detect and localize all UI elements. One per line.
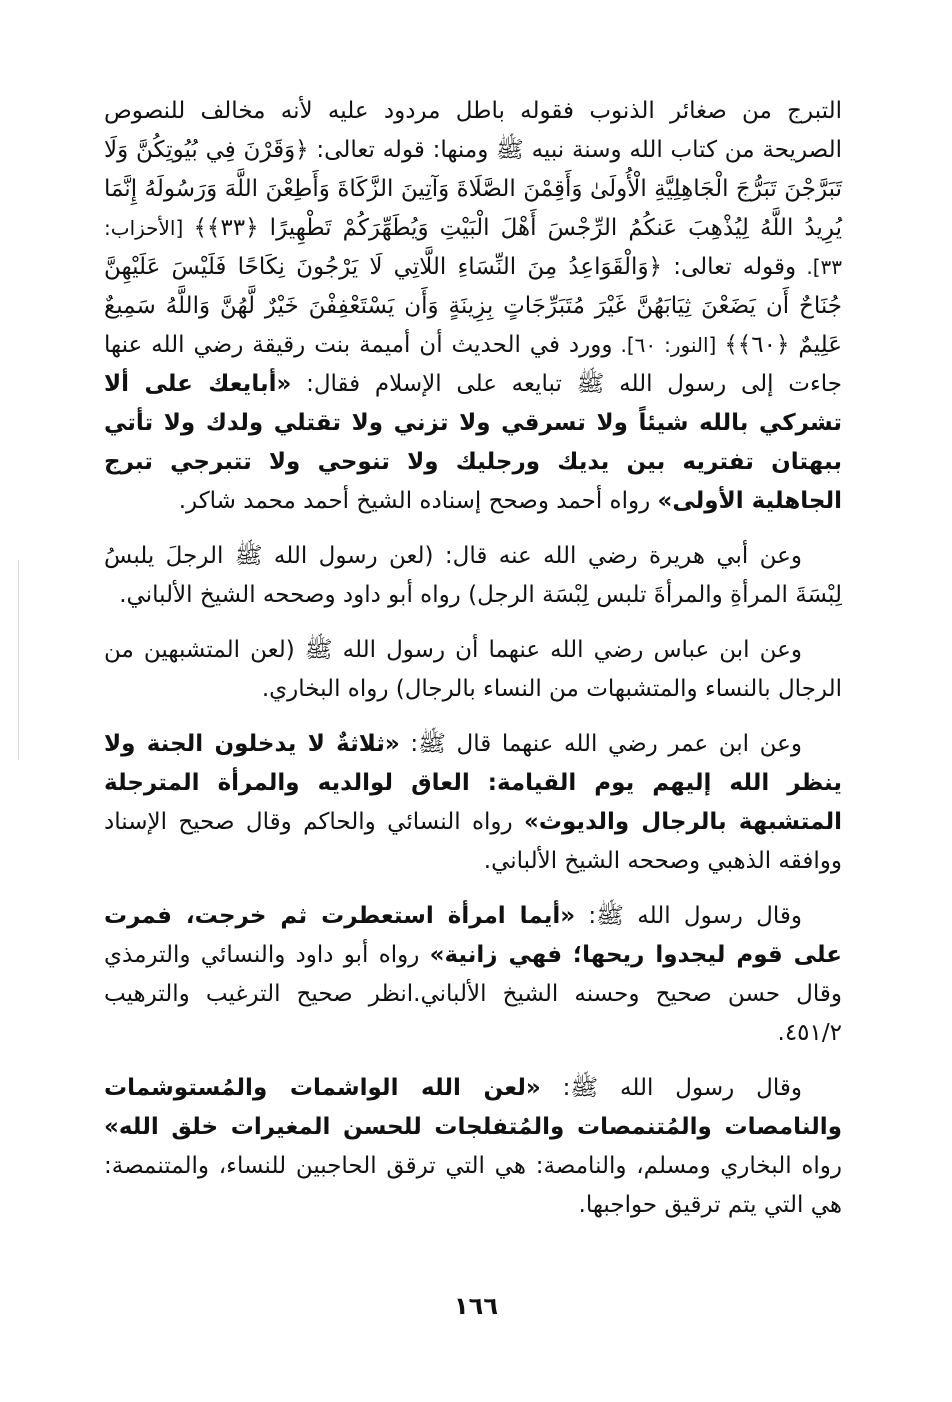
text-segment: وورد في الحديث أن أميمة بنت رقيقة رضي الله عنها جاءت إلى رسول الله ﷺ تبايعه على الإسلام فقال: [104,332,842,397]
quran-verse-ahzab: ﴿وَقَرْنَ فِي بُيُوتِكُنَّ وَلَا تَبَرَّجْنَ تَبَرُّجَ الْجَاهِلِيَّةِ الْأُولَىٰ وَأَقِمْنَ الصَّلَاةَ وَآتِينَ الزَّكَاةَ وَأَطِعْنَ اللَّهَ وَرَسُولَهُ إِنَّمَا يُرِيدُ اللَّهُ لِيُذْهِبَ عَنكُمُ الرِّجْسَ أَهْلَ الْبَيْتِ وَيُطَهِّرَكُمْ تَطْهِيرًا ﴿٣٣﴾﴾ [104,137,842,241]
text-segment: رواه البخاري ومسلم، والنامصة: هي التي ترقق الحاجبين للنساء، والمتنمصة: هي التي يتم ترقيق حواجبها. [104,1153,842,1218]
text-segment: رواه أحمد وصحح إسناده الشيخ أحمد محمد شاكر. [178,488,658,514]
page-number: ١٦٦ [454,1292,498,1320]
verse-reference-ahzab: [الأحزاب: ٣٣]. [104,216,842,279]
scan-margin-line [18,560,19,760]
text-segment: وعن ابن عباس رضي الله عنهما أن رسول الله ﷺ (لعن المتشبهين من الرجال بالنساء والمتشبهات من النساء بالرجال) رواه البخاري. [104,637,842,702]
paragraph-abu-hurayrah [104,537,842,615]
text-segment: وقوله تعالى: [662,254,797,280]
book-page-body [104,92,842,1241]
hadith-quote-washimat: «لعن الله الواشمات والمُستوشمات والنامصات والمُتنمصات والمُتفلجات للحسن المغيرات خلق الله» [104,1075,842,1140]
paragraph-ibn-abbas [104,631,842,709]
paragraph-washimat [104,1069,842,1225]
text-segment: وعن أبي هريرة رضي الله عنه قال: (لعن رسول الله ﷺ الرجلَ يلبسُ لِبْسَةَ المرأةِ والمرأةَ تلبس لِبْسَة الرجل) رواه أبو داود وصححه الشيخ الألباني. [104,543,842,608]
paragraph-ibn-umar [104,725,842,881]
text-segment: وقال رسول الله ﷺ: [575,903,802,929]
verse-reference-nur: [النور: ٦٠]. [612,333,725,357]
text-segment: التبرج من صغائر الذنوب فقوله باطل مردود عليه لأنه مخالف للنصوص الصريحة من كتاب الله وسنة نبيه ﷺ ومنها: قوله تعالى: [104,98,842,163]
quran-verse-nur: ﴿وَالْقَوَاعِدُ مِنَ النِّسَاءِ اللَّاتِي لَا يَرْجُونَ نِكَاحًا فَلَيْسَ عَلَيْهِنَّ جُنَاحٌ أَن يَضَعْنَ ثِيَابَهُنَّ غَيْرَ مُتَبَرِّجَاتٍ بِزِينَةٍ وَأَن يَسْتَعْفِفْنَ خَيْرٌ لَّهُنَّ وَاللَّهُ سَمِيعٌ عَلِيمٌ ﴿٦٠﴾﴾ [104,254,842,358]
text-segment: رواه النسائي والحاكم وقال صحيح الإسناد ووافقه الذهبي وصححه الشيخ الألباني. [104,809,842,874]
text-segment: وقال رسول الله ﷺ: [540,1075,802,1101]
paragraph-tabarruj-verses [104,92,842,521]
text-segment: رواه أبو داود والنسائي والترمذي وقال حسن صحيح وحسنه الشيخ الألباني.انظر صحيح الترغيب والترهيب ٤٥١/٢. [104,942,842,1046]
paragraph-perfume [104,897,842,1053]
hadith-quote-bayah: «أبايعك على ألا تشركي بالله شيئاً ولا تسرقي ولا تزني ولا تقتلي ولدك ولا تأتي ببهتان تفتريه بين يديك ورجليك ولا تنوحي ولا تتبرجي تبرج الجاهلية الأولى» [104,371,842,514]
hadith-quote-perfume: «أيما امرأة استعطرت ثم خرجت، فمرت على قوم ليجدوا ريحها؛ فهي زانية» [104,903,842,968]
hadith-quote-three: «ثلاثةٌ لا يدخلون الجنة ولا ينظر الله إليهم يوم القيامة: العاق لوالديه والمرأة المترجلة المتشبهة بالرجال والديوث» [104,731,842,835]
text-segment: وعن ابن عمر رضي الله عنهما قال ﷺ: [399,731,802,757]
